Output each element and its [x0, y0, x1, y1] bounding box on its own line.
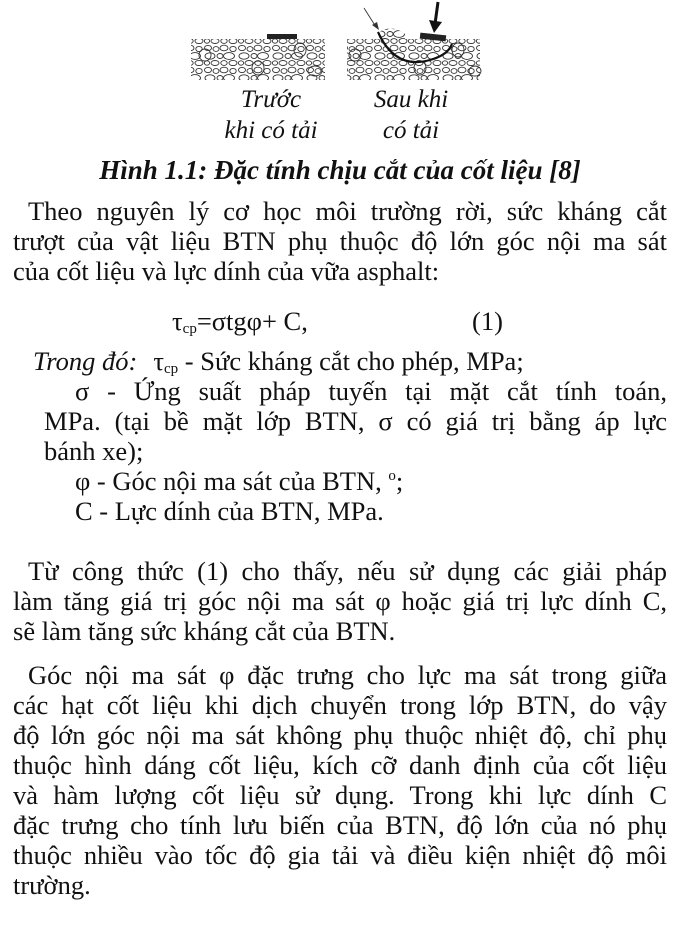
definition-sigma-line3: bánh xe);	[44, 436, 144, 466]
paragraph-line: trượt của vật liệu BTN phụ thuộc độ lớn góc nội ma sát	[13, 226, 667, 256]
formula-expression	[172, 303, 308, 339]
paragraph-3	[13, 660, 667, 900]
paragraph-line: đặc trưng cho tính lưu biến của BTN, độ lớn của nó phụ	[13, 810, 667, 840]
figure-caption: Hình 1.1: Đặc tính chịu cắt của cốt liệu [8]	[99, 155, 581, 185]
tau-subscript: cp	[163, 361, 179, 377]
paragraph-line: độ lớn góc nội ma sát không phụ thuộc nhiệt độ, chỉ phụ	[13, 720, 667, 750]
definition-sigma-line2: MPa. (tại bề mặt lớp BTN, σ có giá trị bằng áp lực	[44, 406, 667, 436]
before-load-label	[206, 84, 336, 146]
definitions-intro: Trong đó:	[33, 346, 138, 376]
tau-description: - Sức kháng cắt cho phép, MPa;	[178, 346, 524, 376]
tau-symbol: τ	[172, 306, 183, 336]
before-load-panel	[191, 34, 325, 80]
definition-tau	[13, 346, 667, 376]
before-label-line1: Trước	[240, 86, 302, 113]
paragraph-line: trường.	[13, 870, 91, 900]
after-label-line2: có tải	[382, 117, 440, 144]
before-label-line2: khi có tải	[224, 117, 318, 144]
paragraph-1	[13, 196, 667, 286]
paragraph-line: làm tăng giá trị góc nội ma sát φ hoặc giá trị lực dính C,	[13, 586, 667, 616]
tau-symbol: τ	[153, 346, 164, 376]
after-load-label	[352, 84, 470, 146]
paragraph-line: của cốt liệu và lực dính của vữa asphalt:	[13, 256, 440, 286]
degree-symbol: o	[388, 468, 396, 484]
after-label-line1: Sau khi	[373, 86, 449, 113]
formula-rhs: =σtgφ+ C,	[196, 306, 308, 336]
paragraph-line: thuộc nhiều vào tốc độ gia tải và điều kiện nhiệt độ môi	[13, 840, 667, 870]
tau-subscript: cp	[182, 321, 197, 337]
paragraph-line: Từ công thức (1) cho thấy, nếu sử dụng các giải pháp	[28, 556, 667, 586]
paragraph-line: thuộc hình dáng cốt liệu, kích cỡ danh định của cốt liệu	[13, 750, 667, 780]
definition-sigma-line1: σ - Ứng suất pháp tuyến tại mặt cắt tính toán,	[75, 376, 667, 406]
paragraph-line: Theo nguyên lý cơ học môi trường rời, sức kháng cắt	[28, 196, 667, 226]
definitions	[13, 346, 667, 526]
definition-phi: φ - Góc nội ma sát của BTN, $^o$;	[75, 466, 404, 496]
definition-c: C - Lực dính của BTN, MPa.	[75, 496, 384, 526]
paragraph-line: Góc nội ma sát φ đặc trưng cho lực ma sát trong giữa	[28, 660, 667, 690]
figure-labels	[0, 84, 680, 154]
after-load-panel	[347, 2, 481, 80]
paragraph-line: sẽ làm tăng sức kháng cắt của BTN.	[13, 616, 396, 646]
paragraph-line: các hạt cốt liệu khi dịch chuyển trong lớp BTN, do vậy	[13, 690, 667, 720]
aggregate-illustration	[0, 0, 680, 86]
formula-number: (1)	[472, 306, 503, 336]
aggregate-shear-figure	[0, 0, 680, 86]
paragraph-line: và hàm lượng cốt liệu sử dụng. Trong khi lực dính C	[13, 780, 667, 810]
paragraph-2	[13, 556, 667, 646]
